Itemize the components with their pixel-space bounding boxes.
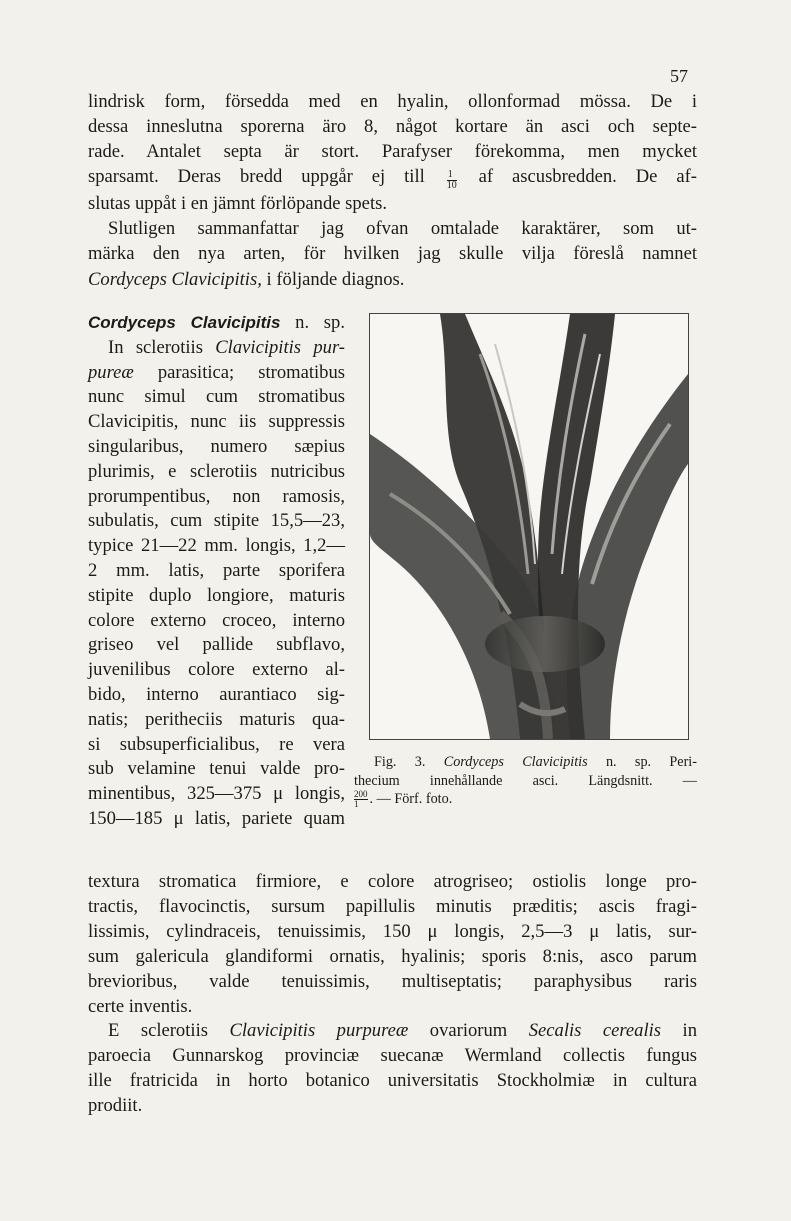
text-line: 150—185 μ latis, pariete quam [88,807,345,829]
text-line: ille fratricida in horto botanico universitatis Stockholmiæ in cultura [88,1070,697,1092]
perithecium-micrograph [370,314,688,739]
text-line: juvenilibus colore externo al- [88,659,345,681]
text-line: stipite duplo longiore, maturis [88,584,345,606]
perithecium-photo [369,313,689,740]
text-line: dessa inneslutna sporerna äro 8, något kortare än asci och septe- [88,116,697,138]
intro-paragraph [88,89,697,292]
text-line: In sclerotiis Clavicipitis pur- [108,336,345,358]
text-line: typice 21—22 mm. longis, 1,2— [88,535,345,557]
text-line: lindrisk form, försedda med en hyalin, ollonformad mössa. De i [88,91,697,112]
figure-caption [354,753,697,809]
text-line: certe inventis. [88,995,193,1017]
text-line: nunc simul cum stromatibus [88,386,345,408]
text-line: 2 mm. latis, parte sporifera [88,559,345,581]
text-line: singularibus, numero sæpius [88,435,345,457]
text-line: prorumpentibus, non ramosis, [88,485,345,507]
fraction: $\frac{1}{10}$ [446,169,457,192]
text-line: sub velamine tenui valde pro- [88,758,345,780]
magnification-fraction: $\frac{200}{1}$ [354,789,368,810]
diagnosis-title: Cordyceps Clavicipitis n. sp. [88,312,345,333]
text-line: lissimis, cylindraceis, tenuissimis, 150 μ longis, 2,5—3 μ latis, sur- [88,920,697,942]
text-line: textura stromatica firmiore, e colore atrogriseo; ostiolis longe pro- [88,871,697,892]
text-line: plurimis, e sclerotiis nutricibus [88,460,345,482]
text-line: prodiit. [88,1095,143,1117]
text-line: Slutligen sammanfattar jag ofvan omtalade karaktärer, som ut- [108,218,697,240]
text-line-species: E sclerotiis Clavicipitis purpureæ ovariorum Secalis cerealis in [108,1020,697,1042]
text-line: rade. Antalet septa är stort. Parafyser förekomma, men mycket [88,141,697,163]
text-line: Clavicipitis, nunc iis suppressis [88,411,345,433]
text-line: pureæ parasitica; stromatibus [88,361,345,383]
text-line: tractis, flavocinctis, sursum papillulis minutis præditis; ascis fragi- [88,895,697,917]
text-line: colore externo croceo, interno [88,609,345,631]
text-line-species: Cordyceps Clavicipitis, i följande diagnos. [88,268,405,290]
text-line: slutas uppåt i en jämnt förlöpande spets. [88,193,387,215]
text-line: paroecia Gunnarskog provinciæ suecanæ Wermland collectis fungus [88,1045,697,1067]
text-line: si subsuperficialibus, re vera [88,733,345,755]
text-line: subulatis, cum stipite 15,5—23, [88,510,345,532]
text-line: bido, interno aurantiaco sig- [88,683,345,705]
text-line: brevioribus, valde tenuissimis, multiseptatis; paraphysibus raris [88,970,697,992]
diagnosis-continuation [88,870,697,1119]
text-line-fraction: sparsamt. Deras bredd uppgår ej till $\frac{1}{10}$ af ascusbredden. De af- [88,166,698,192]
diagnosis-column [88,311,345,832]
caption-line: thecium innehållande asci. Längdsnitt. — [354,772,697,789]
text-line: märka den nya arten, för hvilken jag skulle vilja föreslå namnet [88,243,697,265]
text-line: natis; peritheciis maturis qua- [88,708,345,730]
page-number: 57 [670,66,688,86]
text-line: griseo vel pallide subflavo, [88,634,345,656]
caption-line: Fig. 3. Cordyceps Clavicipitis n. sp. Peri- [374,754,697,770]
text-line: minentibus, 325—375 μ longis, [88,783,345,805]
caption-line: $\frac{200}{1}$ . — Förf. foto. [354,789,453,810]
text-line: sum galericula glandiformi ornatis, hyalinis; sporis 8:nis, asco parum [88,945,697,967]
